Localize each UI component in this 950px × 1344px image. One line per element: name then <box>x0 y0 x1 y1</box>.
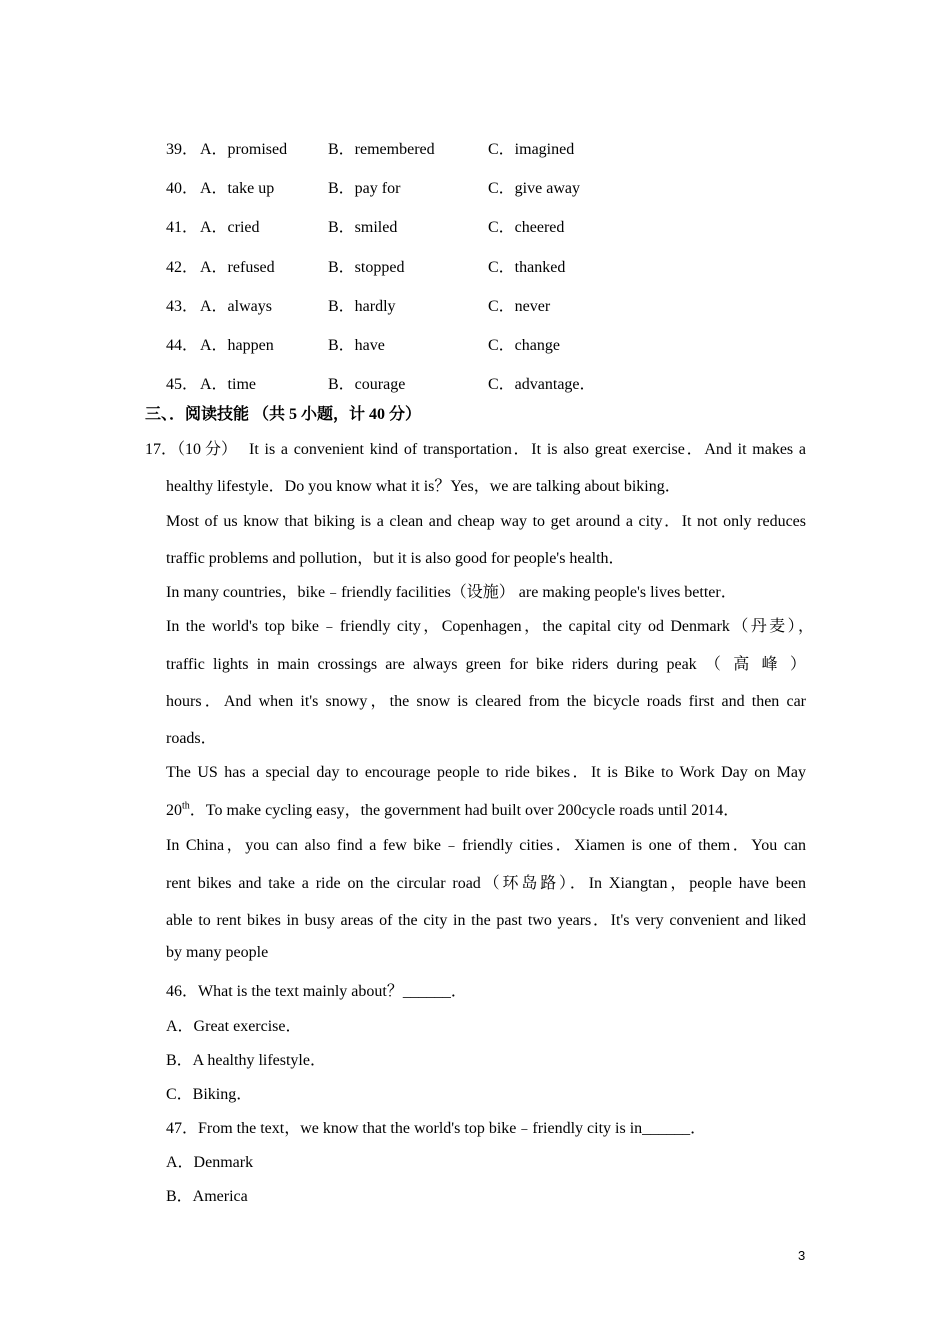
passage-p4-line4: roads． <box>166 730 217 747</box>
option-row <box>166 128 688 167</box>
option-a: A．promised <box>200 141 288 159</box>
passage-p4-line3: hours．And when it's snowy，the snow is cleared from the bicycle roads first and then car <box>166 693 806 710</box>
question-47-option-b: B．America <box>166 1188 248 1205</box>
passage-p5-line2 <box>166 797 739 820</box>
option-row <box>166 285 688 324</box>
option-number: 44． <box>166 337 199 355</box>
option-a: A．time <box>200 376 256 394</box>
option-number: 42． <box>166 258 199 276</box>
option-number: 41． <box>166 219 199 237</box>
option-number: 40． <box>166 180 199 198</box>
section-title: 三、．阅读技能 （共 5 小题，计 40 分） <box>145 406 422 423</box>
option-c: C．advantage． <box>488 376 596 394</box>
option-b: B．hardly <box>328 297 396 315</box>
option-row <box>166 324 688 363</box>
passage-p5-line1: The US has a special day to encourage people to ride bikes．It is Bike to Work Day on May <box>166 764 806 781</box>
option-c: C．cheered <box>488 219 565 237</box>
question-17-prefix: 17．（10 分） <box>145 441 238 458</box>
option-a: A．cried <box>200 219 260 237</box>
option-b: B．smiled <box>328 219 398 237</box>
question-47: 47．From the text，we know that the world's top bike﹣friendly city is in______． <box>166 1120 707 1137</box>
option-b: B．remembered <box>328 141 435 159</box>
question-46-option-a: A．Great exercise． <box>166 1018 302 1035</box>
option-b: B．courage <box>328 376 406 394</box>
option-a: A．take up <box>200 180 275 198</box>
option-row <box>166 363 688 402</box>
option-row <box>166 167 688 206</box>
option-c: C．imagined <box>488 141 575 159</box>
option-row <box>166 206 688 245</box>
passage-p6-line4: by many people <box>166 944 269 961</box>
passage-p6-line3: able to rent bikes in busy areas of the city in the past two years．It's very convenient and liked <box>166 912 806 929</box>
question-46-option-b: B．A healthy lifestyle． <box>166 1052 326 1069</box>
option-b: B．stopped <box>328 258 405 276</box>
option-row <box>166 246 688 285</box>
option-a: A．always <box>200 297 272 315</box>
option-number: 45． <box>166 376 199 394</box>
option-number: 39． <box>166 141 199 159</box>
passage-p1-line1: It is a convenient kind of transportation．It is also great exercise．And it makes a <box>249 441 806 458</box>
option-b: B．have <box>328 337 385 355</box>
date-suffix: th <box>182 800 190 812</box>
question-46-option-c: C．Biking． <box>166 1086 253 1103</box>
passage-p6-line1: In China，you can also find a few bike﹣friendly cities．Xiamen is one of them．You can <box>166 837 806 854</box>
date-number: 20 <box>166 802 182 819</box>
question-46: 46．What is the text mainly about？______． <box>166 983 467 1000</box>
question-47-option-a: A．Denmark <box>166 1154 254 1171</box>
options-table <box>166 128 688 402</box>
passage-p4-line1: In the world's top bike﹣friendly city，Copenhagen，the capital city od Denmark（丹麦）， <box>166 618 814 635</box>
passage-p6-line2: rent bikes and take a ride on the circular road（环岛路）．In Xiangtan，people have been <box>166 875 806 892</box>
option-number: 43． <box>166 297 199 315</box>
passage-p2-line1: Most of us know that biking is a clean and cheap way to get around a city．It not only reduces <box>166 513 806 530</box>
passage-p3-line1: In many countries，bike﹣friendly facilities（设施） are making people's lives better． <box>166 584 737 601</box>
page-number: 3 <box>798 1248 806 1263</box>
option-c: C．change <box>488 337 560 355</box>
passage-p5-line2-text: ．To make cycling easy，the government had built over 200cycle roads until 2014． <box>189 802 740 819</box>
option-b: B．pay for <box>328 180 401 198</box>
option-a: A．refused <box>200 258 275 276</box>
passage-p4-line2: traffic lights in main crossings are always green for bike riders during peak （ 高 峰 ） <box>166 656 806 673</box>
option-c: C．never <box>488 297 551 315</box>
option-c: C．thanked <box>488 258 566 276</box>
option-a: A．happen <box>200 337 274 355</box>
passage-p1-line2: healthy lifestyle．Do you know what it is？Yes，we are talking about biking． <box>166 478 681 495</box>
option-c: C．give away <box>488 180 580 198</box>
passage-p2-line2: traffic problems and pollution，but it is also good for people's health． <box>166 550 625 567</box>
